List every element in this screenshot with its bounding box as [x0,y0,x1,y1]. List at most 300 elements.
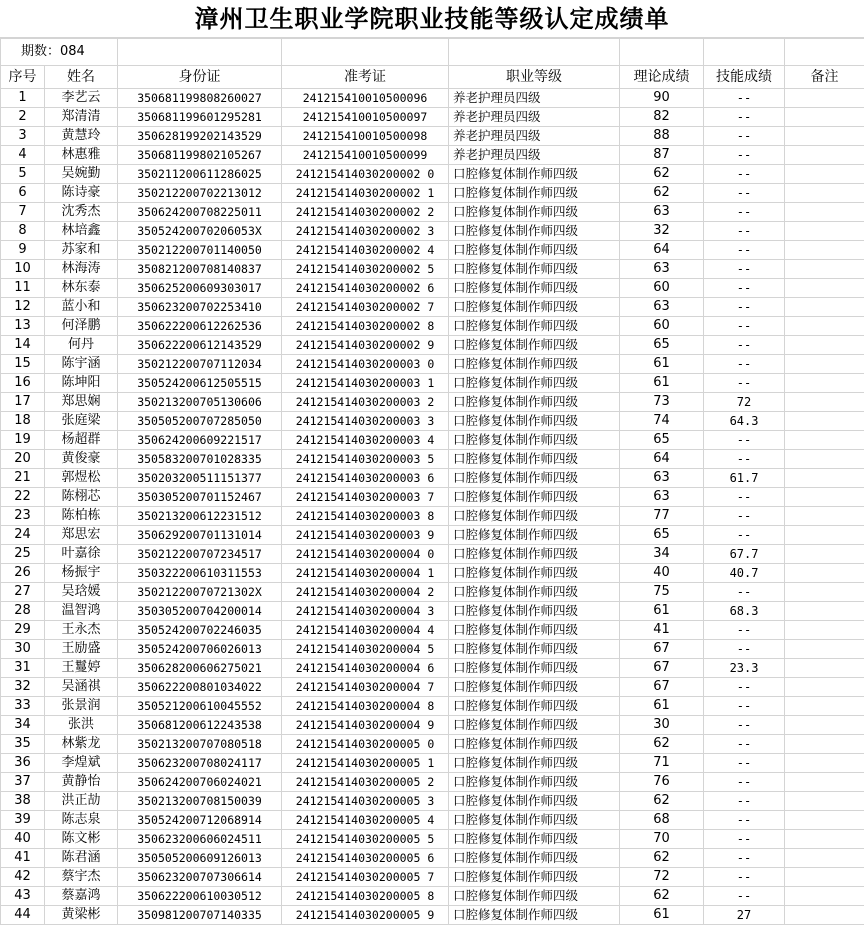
table-row [1,507,864,526]
cell-no: 6 [1,184,45,203]
cell-no: 1 [1,89,45,108]
cell-exam-number: 241215414030200003 6 [282,469,449,488]
header-theory: 理论成绩 [620,66,704,89]
cell-theory-score: 34 [620,545,704,564]
cell-no: 35 [1,735,45,754]
cell-theory-score: 60 [620,317,704,336]
table-row [1,222,864,241]
cell-exam-number: 241215414030200004 6 [282,659,449,678]
cell-theory-score: 61 [620,355,704,374]
cell-id-number: 35052420070206053X [118,222,282,241]
cell-name: 陈志泉 [45,811,118,830]
cell-note [785,450,864,469]
cell-exam-number: 241215414030200003 0 [282,355,449,374]
cell-note [785,792,864,811]
period-row [1,39,864,66]
cell-level: 口腔修复体制作师四级 [449,621,620,640]
cell-no: 23 [1,507,45,526]
cell-skill-score: -- [704,355,785,374]
cell-level: 口腔修复体制作师四级 [449,735,620,754]
cell-note [785,811,864,830]
cell-level: 口腔修复体制作师四级 [449,640,620,659]
cell-id-number: 350524200712068914 [118,811,282,830]
cell-theory-score: 67 [620,640,704,659]
cell-name: 吴婉勤 [45,165,118,184]
cell-skill-score: 23.3 [704,659,785,678]
cell-note [785,412,864,431]
table-row [1,89,864,108]
cell-note [785,203,864,222]
cell-no: 22 [1,488,45,507]
cell-skill-score: -- [704,146,785,165]
cell-level: 口腔修复体制作师四级 [449,754,620,773]
cell-exam-number: 241215414030200005 5 [282,830,449,849]
cell-level: 口腔修复体制作师四级 [449,412,620,431]
cell-id-number: 350681199601295281 [118,108,282,127]
cell-skill-score: -- [704,241,785,260]
table-row [1,336,864,355]
cell-skill-score: -- [704,697,785,716]
cell-level: 口腔修复体制作师四级 [449,298,620,317]
cell-note [785,735,864,754]
cell-theory-score: 62 [620,792,704,811]
cell-note [785,640,864,659]
cell-id-number: 350212200707112034 [118,355,282,374]
cell-note [785,89,864,108]
cell-theory-score: 71 [620,754,704,773]
cell-level: 口腔修复体制作师四级 [449,336,620,355]
cell-exam-number: 241215410010500098 [282,127,449,146]
cell-name: 郑思宏 [45,526,118,545]
cell-level: 口腔修复体制作师四级 [449,469,620,488]
cell-name: 陈坤阳 [45,374,118,393]
cell-level: 口腔修复体制作师四级 [449,906,620,925]
cell-no: 30 [1,640,45,659]
cell-no: 8 [1,222,45,241]
cell-theory-score: 61 [620,906,704,925]
cell-level: 口腔修复体制作师四级 [449,222,620,241]
cell-skill-score: -- [704,374,785,393]
cell-name: 陈君涵 [45,849,118,868]
cell-name: 林东泰 [45,279,118,298]
cell-theory-score: 72 [620,868,704,887]
table-row [1,203,864,222]
cell-skill-score: -- [704,868,785,887]
cell-skill-score: -- [704,488,785,507]
cell-skill-score: -- [704,640,785,659]
table-row [1,165,864,184]
cell-id-number: 350681199802105267 [118,146,282,165]
cell-exam-number: 241215414030200004 3 [282,602,449,621]
cell-id-number: 350212200702213012 [118,184,282,203]
cell-note [785,127,864,146]
table-row [1,526,864,545]
cell-name: 林紫龙 [45,735,118,754]
cell-note [785,545,864,564]
cell-exam-number: 241215414030200002 2 [282,203,449,222]
table-row [1,754,864,773]
cell-skill-score: -- [704,526,785,545]
header-note: 备注 [785,66,864,89]
cell-skill-score: -- [704,735,785,754]
cell-id-number: 350305200704200014 [118,602,282,621]
table-row [1,621,864,640]
cell-skill-score: -- [704,887,785,906]
cell-note [785,431,864,450]
cell-exam-number: 241215414030200005 8 [282,887,449,906]
cell-level: 口腔修复体制作师四级 [449,830,620,849]
cell-no: 27 [1,583,45,602]
cell-skill-score: -- [704,298,785,317]
cell-level: 口腔修复体制作师四级 [449,374,620,393]
cell-level: 口腔修复体制作师四级 [449,545,620,564]
cell-id-number: 350505200609126013 [118,849,282,868]
cell-id-number: 350624200609221517 [118,431,282,450]
cell-id-number: 350212200701140050 [118,241,282,260]
cell-skill-score: -- [704,165,785,184]
cell-id-number: 350821200708140837 [118,260,282,279]
cell-level: 口腔修复体制作师四级 [449,887,620,906]
table-row [1,374,864,393]
cell-id-number: 350629200701131014 [118,526,282,545]
cell-id-number: 350624200706024021 [118,773,282,792]
cell-theory-score: 30 [620,716,704,735]
cell-no: 39 [1,811,45,830]
cell-level: 口腔修复体制作师四级 [449,165,620,184]
cell-id-number: 350981200707140335 [118,906,282,925]
cell-skill-score: -- [704,678,785,697]
cell-skill-score: 40.7 [704,564,785,583]
cell-exam-number: 241215414030200004 8 [282,697,449,716]
cell-no: 17 [1,393,45,412]
cell-level: 口腔修复体制作师四级 [449,184,620,203]
cell-theory-score: 63 [620,488,704,507]
cell-name: 陈宇涵 [45,355,118,374]
cell-level: 口腔修复体制作师四级 [449,659,620,678]
cell-no: 29 [1,621,45,640]
cell-theory-score: 40 [620,564,704,583]
cell-name: 张洪 [45,716,118,735]
cell-level: 口腔修复体制作师四级 [449,849,620,868]
cell-note [785,374,864,393]
cell-level: 养老护理员四级 [449,108,620,127]
cell-exam-number: 241215414030200003 7 [282,488,449,507]
cell-skill-score: -- [704,773,785,792]
empty-cell [785,39,864,66]
cell-skill-score: 67.7 [704,545,785,564]
cell-level: 口腔修复体制作师四级 [449,678,620,697]
cell-skill-score: 68.3 [704,602,785,621]
header-level: 职业等级 [449,66,620,89]
cell-theory-score: 76 [620,773,704,792]
cell-id-number: 350622200612262536 [118,317,282,336]
cell-exam-number: 241215414030200005 6 [282,849,449,868]
cell-no: 14 [1,336,45,355]
cell-theory-score: 62 [620,887,704,906]
cell-exam-number: 241215414030200003 2 [282,393,449,412]
table-row [1,393,864,412]
cell-theory-score: 88 [620,127,704,146]
cell-note [785,355,864,374]
cell-level: 口腔修复体制作师四级 [449,811,620,830]
table-row [1,697,864,716]
cell-name: 郑思娴 [45,393,118,412]
cell-note [785,887,864,906]
table-row [1,469,864,488]
cell-name: 吴琀媛 [45,583,118,602]
cell-exam-number: 241215414030200004 5 [282,640,449,659]
cell-note [785,165,864,184]
cell-note [785,602,864,621]
cell-theory-score: 64 [620,450,704,469]
cell-exam-number: 241215414030200003 9 [282,526,449,545]
cell-note [785,906,864,925]
cell-level: 口腔修复体制作师四级 [449,317,620,336]
cell-level: 口腔修复体制作师四级 [449,431,620,450]
cell-theory-score: 67 [620,659,704,678]
cell-note [785,146,864,165]
table-row [1,678,864,697]
cell-level: 口腔修复体制作师四级 [449,241,620,260]
cell-theory-score: 60 [620,279,704,298]
cell-note [785,659,864,678]
cell-level: 养老护理员四级 [449,146,620,165]
cell-note [785,849,864,868]
cell-skill-score: -- [704,89,785,108]
cell-note [785,830,864,849]
cell-skill-score: 72 [704,393,785,412]
cell-note [785,564,864,583]
cell-name: 张庭梁 [45,412,118,431]
cell-level: 口腔修复体制作师四级 [449,792,620,811]
cell-exam-number: 241215414030200002 9 [282,336,449,355]
cell-exam-number: 241215410010500097 [282,108,449,127]
cell-no: 21 [1,469,45,488]
cell-level: 口腔修复体制作师四级 [449,393,620,412]
cell-name: 黄俊豪 [45,450,118,469]
cell-id-number: 350628200606275021 [118,659,282,678]
cell-id-number: 350524200612505515 [118,374,282,393]
cell-theory-score: 61 [620,374,704,393]
cell-id-number: 350521200610045552 [118,697,282,716]
cell-id-number: 350211200611286025 [118,165,282,184]
page-title: 漳州卫生职业学院职业技能等级认定成绩单 [0,0,864,38]
cell-id-number: 350624200708225011 [118,203,282,222]
cell-no: 34 [1,716,45,735]
cell-exam-number: 241215414030200003 5 [282,450,449,469]
cell-exam-number: 241215414030200002 5 [282,260,449,279]
cell-note [785,583,864,602]
cell-level: 口腔修复体制作师四级 [449,564,620,583]
cell-name: 陈文彬 [45,830,118,849]
table-row [1,317,864,336]
cell-id-number: 350623200708024117 [118,754,282,773]
cell-theory-score: 87 [620,146,704,165]
cell-no: 12 [1,298,45,317]
empty-cell [282,39,449,66]
table-row [1,412,864,431]
cell-theory-score: 63 [620,203,704,222]
period-label: 期数：084 [1,39,118,66]
cell-name: 王鬘婷 [45,659,118,678]
cell-theory-score: 62 [620,735,704,754]
cell-no: 19 [1,431,45,450]
cell-name: 温智鸿 [45,602,118,621]
cell-name: 陈柏栋 [45,507,118,526]
cell-skill-score: -- [704,716,785,735]
cell-exam-number: 241215414030200003 1 [282,374,449,393]
table-row [1,792,864,811]
cell-no: 33 [1,697,45,716]
cell-theory-score: 65 [620,336,704,355]
cell-no: 13 [1,317,45,336]
cell-theory-score: 62 [620,184,704,203]
cell-name: 王励盛 [45,640,118,659]
table-row [1,241,864,260]
cell-level: 养老护理员四级 [449,89,620,108]
cell-exam-number: 241215414030200002 4 [282,241,449,260]
cell-no: 20 [1,450,45,469]
cell-exam-number: 241215414030200004 9 [282,716,449,735]
cell-note [785,469,864,488]
table-row [1,830,864,849]
cell-no: 40 [1,830,45,849]
cell-skill-score: -- [704,203,785,222]
cell-skill-score: -- [704,792,785,811]
cell-skill-score: -- [704,222,785,241]
cell-no: 38 [1,792,45,811]
cell-exam-number: 241215410010500096 [282,89,449,108]
table-row [1,127,864,146]
cell-level: 口腔修复体制作师四级 [449,697,620,716]
cell-level: 口腔修复体制作师四级 [449,355,620,374]
cell-theory-score: 32 [620,222,704,241]
header-row [1,66,864,89]
cell-no: 10 [1,260,45,279]
cell-note [785,868,864,887]
cell-id-number: 350622200610030512 [118,887,282,906]
cell-name: 叶嘉徐 [45,545,118,564]
empty-cell [704,39,785,66]
cell-theory-score: 41 [620,621,704,640]
table-row [1,279,864,298]
cell-theory-score: 68 [620,811,704,830]
cell-level: 口腔修复体制作师四级 [449,716,620,735]
cell-skill-score: 61.7 [704,469,785,488]
cell-name: 林培鑫 [45,222,118,241]
table-row [1,146,864,165]
cell-exam-number: 241215414030200005 7 [282,868,449,887]
cell-theory-score: 74 [620,412,704,431]
cell-id-number: 350212200707234517 [118,545,282,564]
cell-exam-number: 241215414030200004 1 [282,564,449,583]
cell-exam-number: 241215414030200005 2 [282,773,449,792]
cell-name: 蔡宇杰 [45,868,118,887]
cell-exam-number: 241215414030200005 3 [282,792,449,811]
cell-note [785,184,864,203]
cell-id-number: 350213200705130606 [118,393,282,412]
cell-level: 口腔修复体制作师四级 [449,260,620,279]
cell-note [785,488,864,507]
table-row [1,545,864,564]
table-row [1,868,864,887]
cell-theory-score: 90 [620,89,704,108]
table-row [1,811,864,830]
cell-name: 苏家和 [45,241,118,260]
cell-skill-score: -- [704,621,785,640]
cell-note [785,773,864,792]
cell-theory-score: 73 [620,393,704,412]
cell-id-number: 350524200702246035 [118,621,282,640]
header-no: 序号 [1,66,45,89]
cell-no: 7 [1,203,45,222]
cell-exam-number: 241215414030200002 7 [282,298,449,317]
cell-exam-number: 241215414030200005 9 [282,906,449,925]
cell-id-number: 350623200702253410 [118,298,282,317]
cell-note [785,317,864,336]
table-row [1,602,864,621]
cell-level: 口腔修复体制作师四级 [449,773,620,792]
cell-level: 口腔修复体制作师四级 [449,583,620,602]
cell-no: 16 [1,374,45,393]
cell-skill-score: -- [704,450,785,469]
table-row [1,640,864,659]
cell-no: 37 [1,773,45,792]
table-row [1,773,864,792]
cell-note [785,279,864,298]
cell-level: 口腔修复体制作师四级 [449,602,620,621]
cell-name: 何丹 [45,336,118,355]
cell-note [785,526,864,545]
header-skill: 技能成绩 [704,66,785,89]
cell-exam-number: 241215414030200002 3 [282,222,449,241]
table-row [1,355,864,374]
cell-name: 张景润 [45,697,118,716]
table-row [1,260,864,279]
cell-exam-number: 241215414030200002 6 [282,279,449,298]
cell-name: 洪正劼 [45,792,118,811]
cell-id-number: 350213200708150039 [118,792,282,811]
cell-note [785,716,864,735]
cell-id-number: 350213200707080518 [118,735,282,754]
cell-skill-score: -- [704,317,785,336]
cell-exam-number: 241215414030200004 7 [282,678,449,697]
cell-name: 郑清清 [45,108,118,127]
cell-exam-number: 241215414030200003 4 [282,431,449,450]
cell-theory-score: 65 [620,526,704,545]
table-row [1,849,864,868]
cell-skill-score: -- [704,279,785,298]
cell-note [785,241,864,260]
cell-skill-score: -- [704,184,785,203]
cell-note [785,507,864,526]
cell-level: 口腔修复体制作师四级 [449,279,620,298]
cell-id-number: 350681199808260027 [118,89,282,108]
cell-skill-score: 27 [704,906,785,925]
table-row [1,659,864,678]
cell-skill-score: -- [704,431,785,450]
cell-skill-score: -- [704,507,785,526]
table-row [1,184,864,203]
cell-name: 杨振宇 [45,564,118,583]
cell-no: 26 [1,564,45,583]
cell-level: 口腔修复体制作师四级 [449,488,620,507]
cell-skill-score: -- [704,336,785,355]
cell-theory-score: 82 [620,108,704,127]
cell-no: 31 [1,659,45,678]
cell-no: 41 [1,849,45,868]
cell-note [785,393,864,412]
